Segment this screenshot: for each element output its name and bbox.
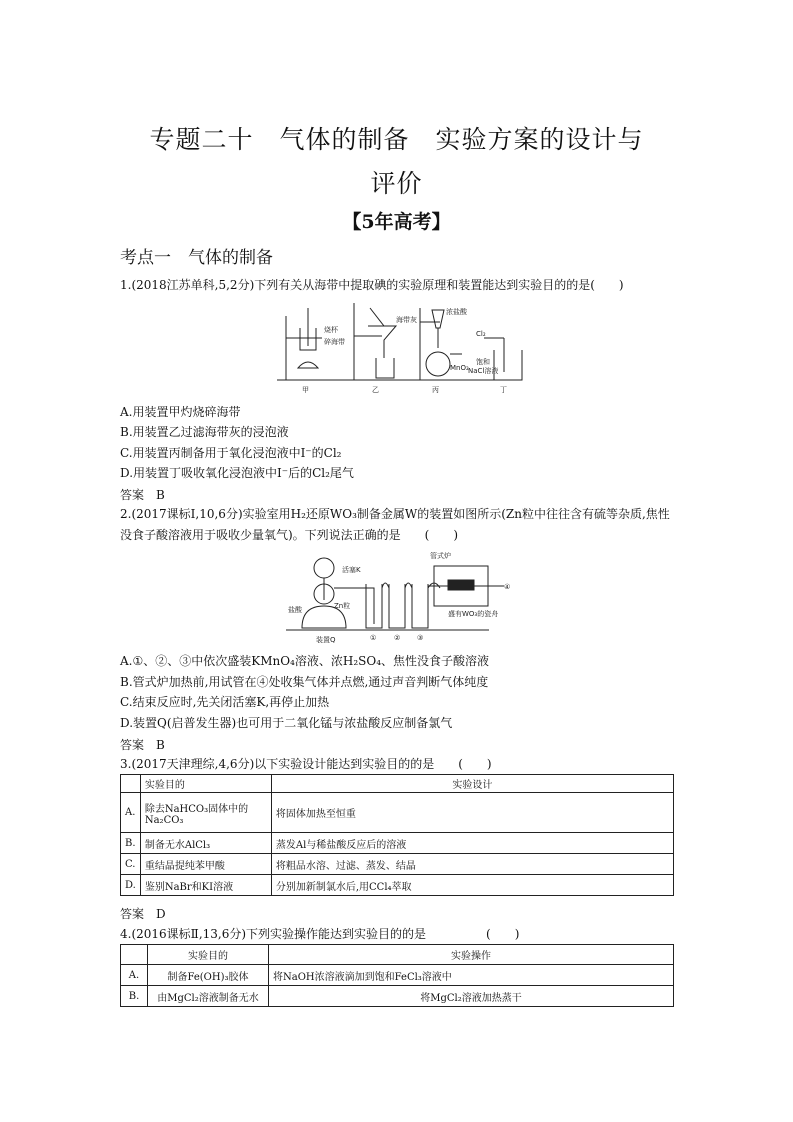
q2-option-d: D.装置Q(启普发生器)也可用于二氧化锰与浓盐酸反应制备氯气: [120, 716, 453, 730]
table-row: [121, 854, 674, 875]
q3-answer: 答案 D: [120, 907, 166, 921]
table-row: [121, 875, 674, 896]
table-row: [121, 833, 674, 854]
q3-table: [120, 774, 674, 896]
q3-row-d-label: D.: [121, 875, 141, 896]
label-huosai: 活塞K: [342, 566, 361, 574]
q1-option-b: B.用装置乙过滤海带灰的浸泡液: [120, 425, 289, 439]
page-title-line2: 评价: [370, 169, 423, 198]
label-baohe: 饱和: [476, 358, 490, 366]
q3-row-b-label: B.: [121, 833, 141, 854]
label-c1: ①: [370, 634, 377, 642]
q3-header-design: 实验设计: [271, 775, 673, 793]
question-4-stem: 4.(2016课标Ⅱ,13,6分)下列实验操作能达到实验目的的是 ( ): [120, 927, 520, 941]
q3-row-b-design: 蒸发Al与稀盐酸反应后的溶液: [271, 833, 673, 854]
label-zhuangzhiq: 装置Q: [316, 636, 336, 644]
q3-row-a-goal-l1: 除去NaHCO₃固体中的: [144, 803, 249, 815]
section-heading: 考点一 气体的制备: [120, 248, 273, 268]
q1-option-c: C.用装置丙制备用于氧化浸泡液中I⁻的Cl₂: [120, 446, 342, 460]
label-mno2: MnO₂: [450, 364, 469, 372]
table-row: [121, 793, 674, 833]
question-2-stem-line2: 没食子酸溶液用于吸收少量氧气)。下列说法正确的是 ( ): [120, 528, 459, 542]
q3-row-d-design: 分别加新制氯水后,用CCl₄萃取: [271, 875, 673, 896]
table-row: [121, 965, 674, 986]
q3-row-b-goal: 制备无水AlCl₃: [140, 833, 271, 854]
label-ciz: 盛有WO₃的瓷舟: [448, 610, 499, 618]
label-jia: 甲: [302, 386, 309, 394]
label-yansuan: 盐酸: [288, 606, 302, 614]
label-c2: ②: [394, 634, 401, 642]
table-row: [121, 986, 674, 1007]
label-haidaihui: 海带灰: [396, 316, 417, 324]
q2-option-a: A.①、②、③中依次盛装KMnO₄溶液、浓H₂SO₄、焦性没食子酸溶液: [120, 654, 490, 668]
label-nacl: NaCl溶液: [468, 367, 499, 375]
label-ding: 丁: [500, 386, 507, 394]
q2-answer: 答案 B: [120, 738, 165, 752]
q3-row-a-goal-l2: Na₂CO₃: [144, 814, 184, 826]
label-nongyansuan: 浓盐酸: [446, 308, 467, 316]
label-znli: Zn粒: [334, 602, 351, 610]
q4-row-b-goal: 由MgCl₂溶液制备无水: [148, 986, 269, 1007]
q4-header-goal: 实验目的: [148, 945, 269, 965]
figure-q1-apparatus: [272, 298, 532, 398]
label-cl2: Cl₂: [476, 330, 486, 338]
label-suihaidai: 碎海带: [324, 338, 345, 346]
q1-option-d: D.用装置丁吸收氧化浸泡液中I⁻后的Cl₂尾气: [120, 466, 354, 480]
figure-q2-apparatus: [284, 548, 516, 646]
q1-option-a: A.用装置甲灼烧碎海带: [120, 405, 241, 419]
question-3-stem: 3.(2017天津理综,4,6分)以下实验设计能达到实验目的的是 ( ): [120, 757, 492, 771]
question-1-stem: 1.(2018江苏单科,5,2分)下列有关从海带中提取碘的实验原理和装置能达到实验目的的是( ): [120, 278, 624, 292]
label-yi: 乙: [372, 386, 379, 394]
q4-row-b-label: B.: [121, 986, 148, 1007]
q2-option-b: B.管式炉加热前,用试管在④处收集气体并点燃,通过声音判断气体纯度: [120, 675, 489, 689]
label-c3: ③: [417, 634, 424, 642]
q3-row-c-label: C.: [121, 854, 141, 875]
q4-row-a-op: 将NaOH浓溶液滴加到饱和FeCl₃溶液中: [269, 965, 674, 986]
q3-row-c-design: 将粗品水溶、过滤、蒸发、结晶: [271, 854, 673, 875]
q3-row-d-goal: 鉴别NaBr和KI溶液: [140, 875, 271, 896]
q3-row-a-label: A.: [121, 793, 141, 833]
question-2-stem-line1: 2.(2017课标Ⅰ,10,6分)实验室用H₂还原WO₃制备金属W的装置如图所示(Zn粒中往往含有硫等杂质,焦性: [120, 507, 670, 521]
subtitle: 【5年高考】: [342, 211, 451, 233]
q4-row-a-label: A.: [121, 965, 148, 986]
q4-row-b-op: 将MgCl₂溶液加热蒸干: [269, 986, 674, 1007]
q1-answer: 答案 B: [120, 488, 165, 502]
q2-option-c: C.结束反应时,先关闭活塞K,再停止加热: [120, 695, 330, 709]
q4-header-op: 实验操作: [269, 945, 674, 965]
label-bing: 丙: [432, 386, 439, 394]
q3-header-goal: 实验目的: [140, 775, 271, 793]
label-c4: ④: [504, 583, 511, 591]
q4-row-a-goal: 制备Fe(OH)₃胶体: [148, 965, 269, 986]
label-shaobei: 烧杯: [324, 326, 338, 334]
q4-table: [120, 944, 674, 1007]
q3-row-c-goal: 重结晶提纯苯甲酸: [140, 854, 271, 875]
page-title-line1: 专题二十 气体的制备 实验方案的设计与: [149, 125, 644, 154]
label-guanshilu: 管式炉: [430, 552, 451, 560]
q3-row-a-design: 将固体加热至恒重: [271, 793, 673, 833]
